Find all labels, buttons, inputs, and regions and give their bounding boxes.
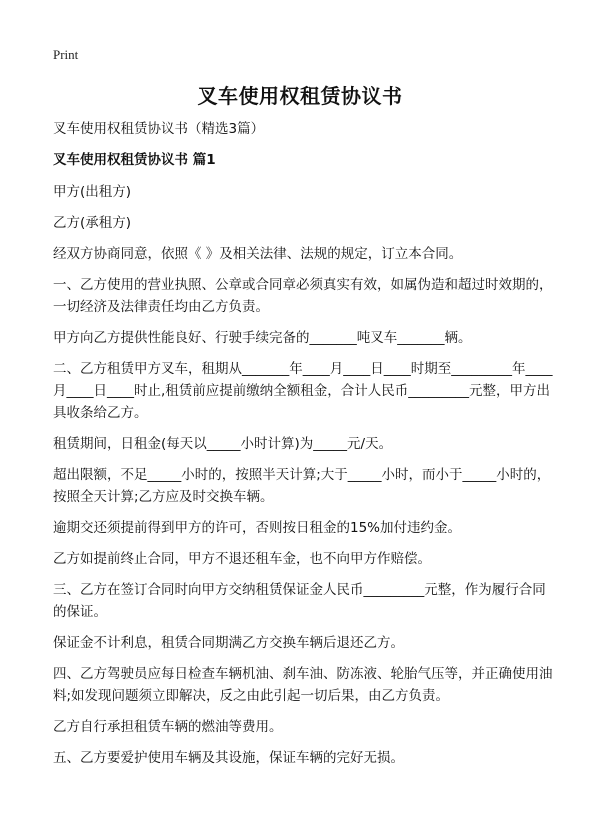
document-title: 叉车使用权租赁协议书 xyxy=(197,84,403,108)
late-return-paragraph: 逾期交还须提前得到甲方的许可，否则按日租金的15%加付违约金。 xyxy=(53,520,462,536)
overtime-paragraph: 超出限额，不足_____小时的，按照半天计算;大于_____小时，而小于_____小时的，按照全天计算;乙方应及时交换车辆。 xyxy=(53,467,551,505)
document-subtitle: 叉车使用权租赁协议书（精选3篇） xyxy=(53,121,265,137)
document-body xyxy=(53,118,555,778)
daily-rent-paragraph: 租赁期间，日租金(每天以_____小时计算)为_____元/天。 xyxy=(53,436,393,452)
forklift-supply-paragraph: 甲方向乙方提供性能良好、行驶手续完备的_______吨叉车_______辆。 xyxy=(53,330,472,346)
preamble-paragraph: 经双方协商同意，依照《 》及相关法律、法规的规定，订立本合同。 xyxy=(53,246,463,262)
early-termination-paragraph: 乙方如提前终止合同，甲方不退还租车金，也不向甲方作赔偿。 xyxy=(53,551,431,567)
clause-1-paragraph: 一、乙方使用的营业执照、公章或合同章必须真实有效，如属伪造和超过时效期的，一切经济及法律责任均由乙方负责。 xyxy=(53,277,553,315)
clause-2-paragraph: 二、乙方租赁甲方叉车，租期从_______年____月____日____时期至_________年____月____日____时止,租赁前应提前缴纳全额租金，合计人民币_________元整，甲方出具收条给乙方。 xyxy=(53,361,553,421)
clause-4-paragraph: 四、乙方驾驶员应每日检查车辆机油、刹车油、防冻液、轮胎气压等，并正确使用油料;如发现问题须立即解决，反之由此引起一切后果，由乙方负责。 xyxy=(53,666,553,704)
clause-5-paragraph: 五、乙方要爱护使用车辆及其设施，保证车辆的完好无损。 xyxy=(53,750,404,766)
print-link[interactable]: Print xyxy=(53,47,79,62)
clause-3-paragraph: 三、乙方在签订合同时向甲方交纳租赁保证金人民币_________元整，作为履行合同的保证。 xyxy=(53,582,546,620)
section-heading: 叉车使用权租赁协议书 篇1 xyxy=(53,152,216,168)
party-a-line: 甲方(出租方) xyxy=(53,184,132,200)
party-b-line: 乙方(承租方) xyxy=(53,215,132,231)
fuel-cost-paragraph: 乙方自行承担租赁车辆的燃油等费用。 xyxy=(53,719,283,735)
deposit-refund-paragraph: 保证金不计利息，租赁合同期满乙方交换车辆后退还乙方。 xyxy=(53,635,404,651)
